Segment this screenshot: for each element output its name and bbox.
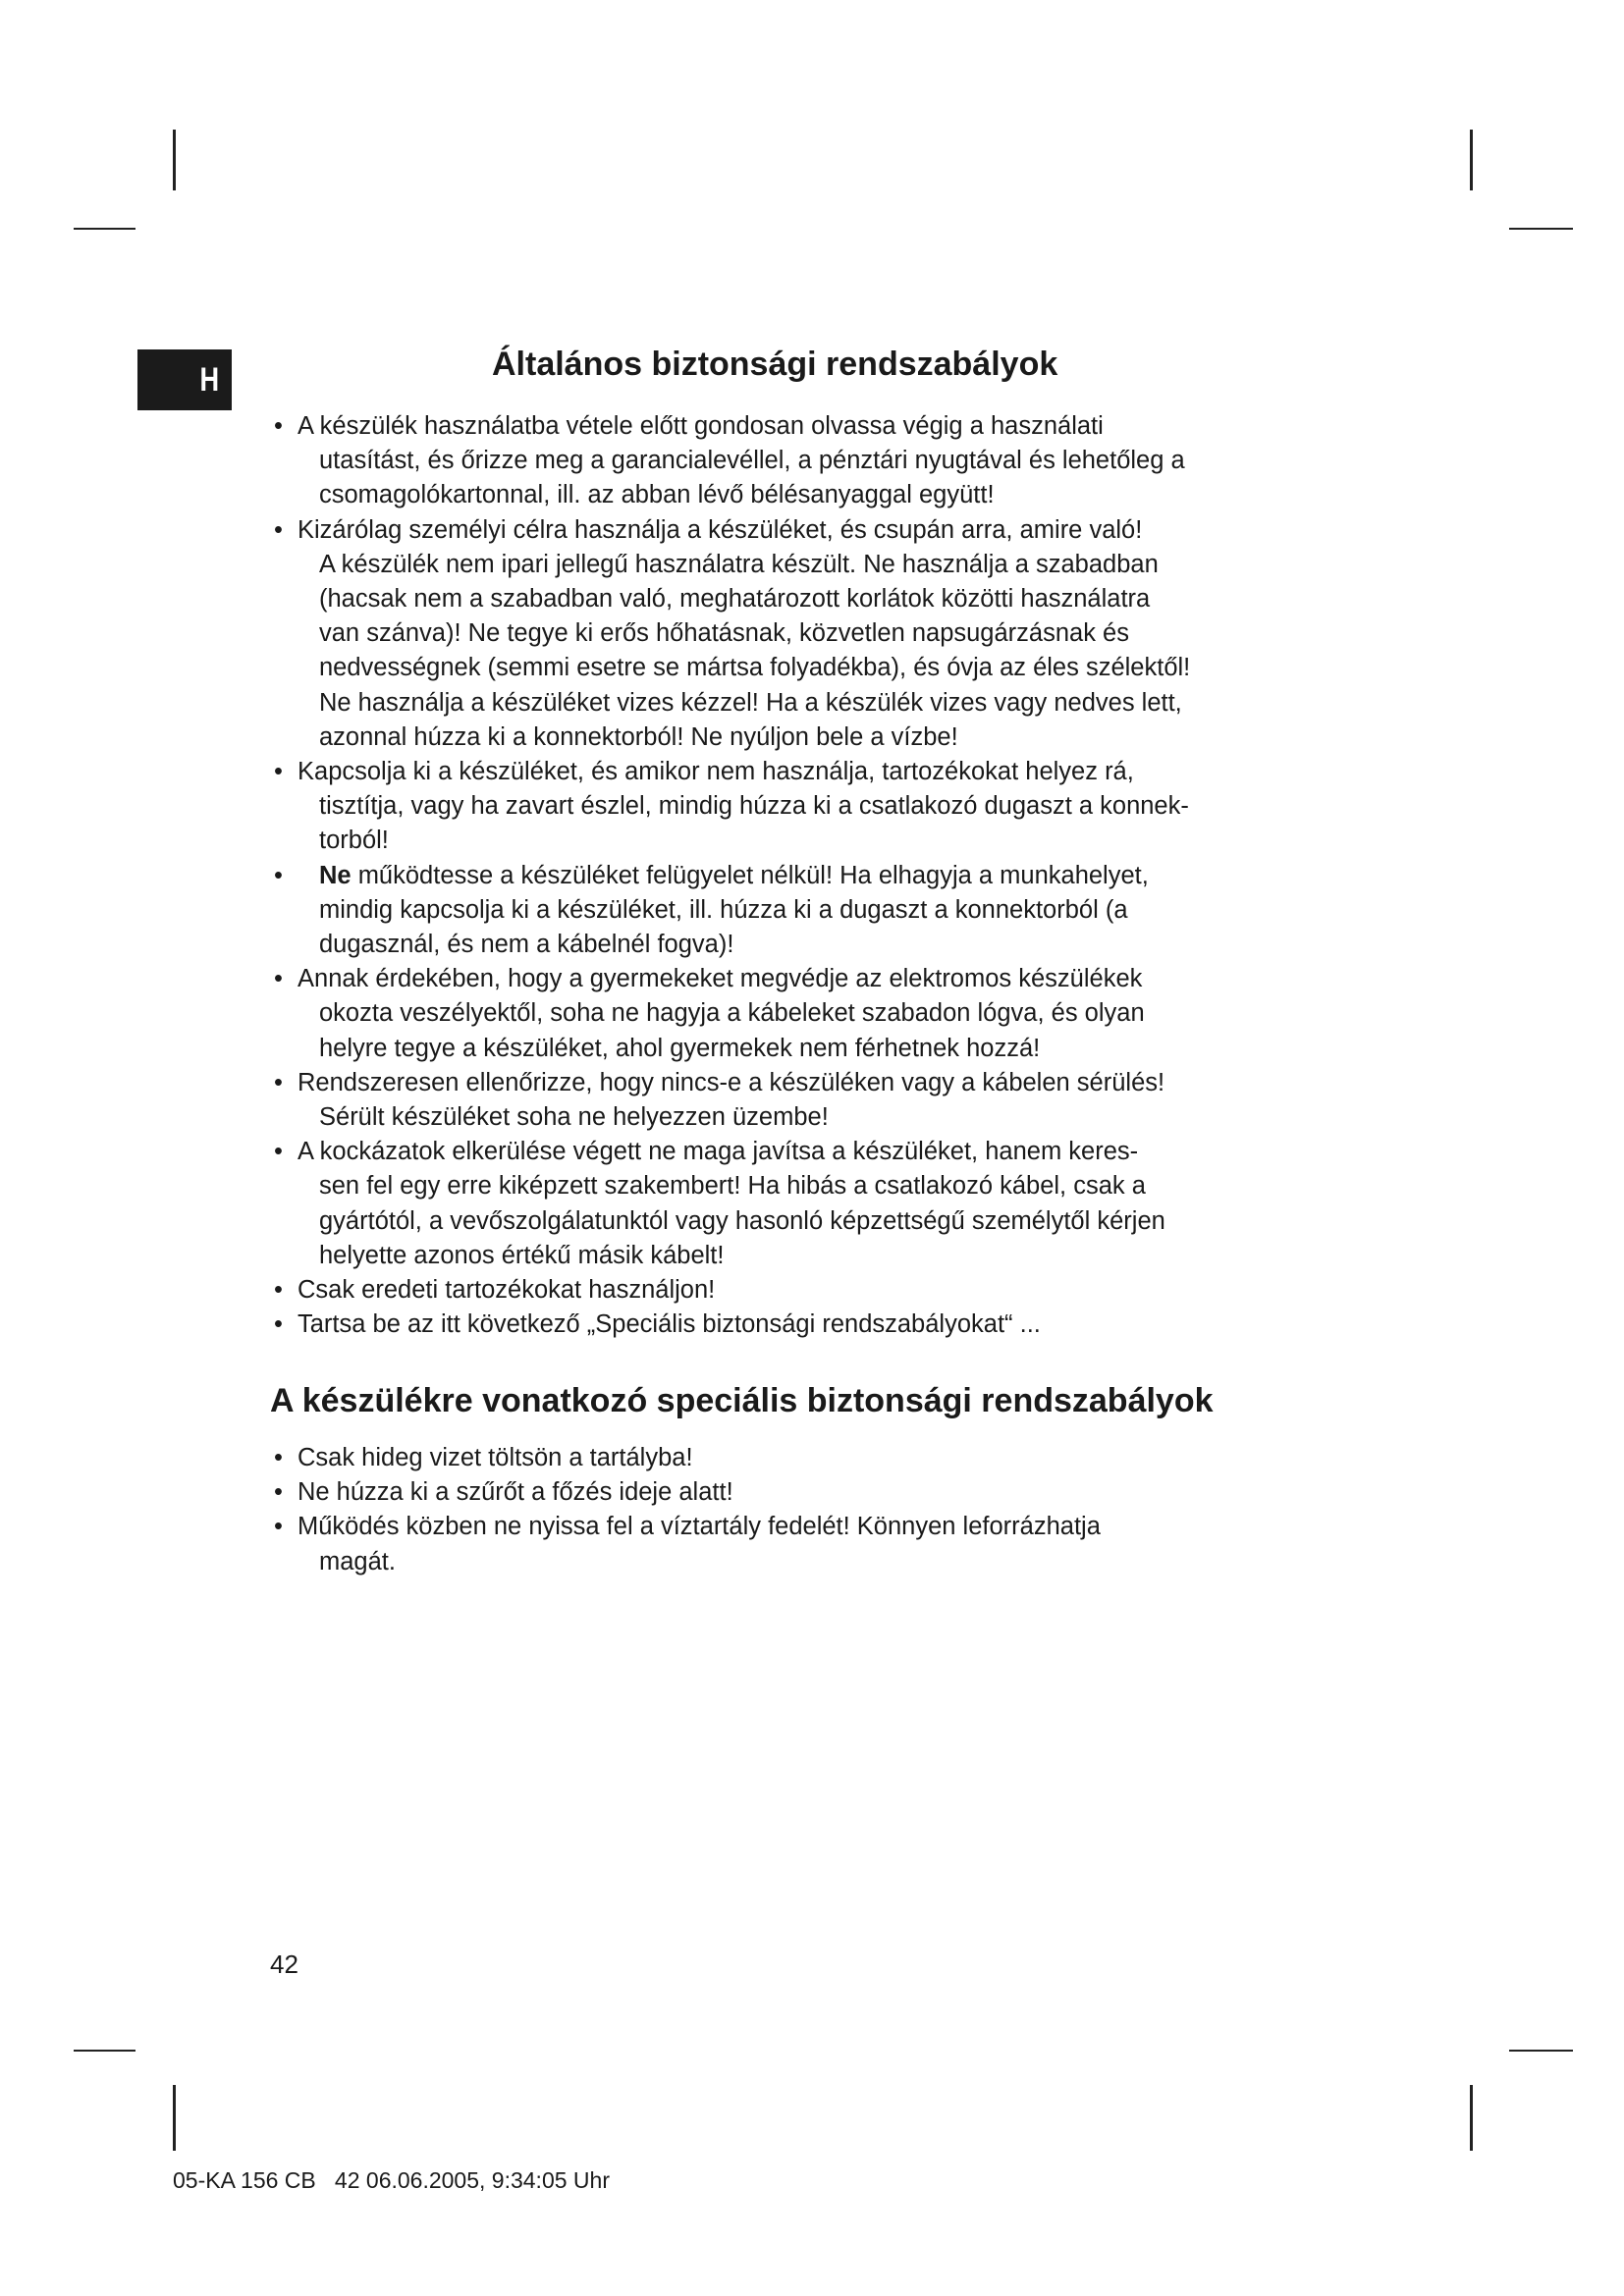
list-item bbox=[270, 1273, 1190, 1308]
list-item-line: • Ne működtesse a készüléket felügyelet nélkül! Ha elhagyja a munkahelyet, bbox=[270, 859, 1190, 893]
crop-mark bbox=[1509, 228, 1573, 230]
list-item-line: helyette azonos értékű másik kábelt! bbox=[319, 1241, 725, 1269]
general-safety-list bbox=[270, 409, 1190, 1342]
list-item bbox=[270, 755, 1190, 859]
bullet-icon: • bbox=[274, 758, 283, 786]
language-tab-label: H bbox=[199, 360, 220, 399]
list-item-line: magát. bbox=[319, 1547, 396, 1575]
crop-mark bbox=[74, 228, 135, 230]
bullet-icon: • bbox=[274, 1138, 283, 1166]
list-item-line: • Csak eredeti tartozékokat használjon! bbox=[270, 1273, 1190, 1308]
list-item-line: azonnal húzza ki a konnektorból! Ne nyúljon bele a vízbe! bbox=[319, 722, 958, 751]
list-item-line: • Kapcsolja ki a készüléket, és amikor nem használja, tartozékokat helyez rá, bbox=[270, 755, 1190, 789]
crop-mark bbox=[1470, 130, 1473, 190]
bullet-icon: • bbox=[274, 412, 283, 440]
bullet-icon: • bbox=[274, 1310, 283, 1339]
list-item bbox=[270, 1066, 1190, 1135]
list-item-line: • Kizárólag személyi célra használja a készüléket, és csupán arra, amire való! bbox=[270, 513, 1190, 548]
crop-mark bbox=[173, 130, 176, 190]
list-item bbox=[270, 859, 1190, 963]
bullet-icon: • bbox=[274, 1444, 283, 1471]
list-item-line: utasítást, és őrizze meg a garancialevéllel, a pénztári nyugtával és lehetőleg a bbox=[319, 447, 1185, 475]
list-item bbox=[270, 1441, 1101, 1475]
list-item-line: • Tartsa be az itt következő „Speciális biztonsági rendszabályokat“ ... bbox=[270, 1308, 1190, 1342]
list-item-line: torból! bbox=[319, 827, 389, 855]
crop-mark bbox=[173, 2085, 176, 2151]
bullet-icon: • bbox=[274, 1068, 283, 1096]
list-item bbox=[270, 513, 1190, 755]
emphasis: Ne bbox=[319, 861, 352, 889]
print-footer: 05-KA 156 CB 42 06.06.2005, 9:34:05 Uhr bbox=[173, 2167, 610, 2193]
list-item-line: • A készülék használatba vétele előtt gondosan olvassa végig a használati bbox=[270, 409, 1190, 444]
crop-mark bbox=[1470, 2085, 1473, 2151]
list-item-line: • Annak érdekében, hogy a gyermekeket megvédje az elektromos készülékek bbox=[270, 962, 1190, 996]
list-item-line: tisztítja, vagy ha zavart észlel, mindig húzza ki a csatlakozó dugaszt a konnek- bbox=[319, 792, 1189, 821]
list-item-line: mindig kapcsolja ki a készüléket, ill. húzza ki a dugaszt a konnektorból (a bbox=[319, 895, 1128, 924]
list-item-line: • A kockázatok elkerülése végett ne maga javítsa a készüléket, hanem keres- bbox=[270, 1135, 1190, 1169]
list-item bbox=[270, 1135, 1190, 1273]
list-item-line: helyre tegye a készüléket, ahol gyermekek nem férhetnek hozzá! bbox=[319, 1034, 1041, 1062]
special-safety-list bbox=[270, 1441, 1101, 1579]
language-tab bbox=[137, 349, 232, 410]
list-item-line: nedvességnek (semmi esetre se mártsa folyadékba), és óvja az éles szélektől! bbox=[319, 654, 1191, 682]
crop-mark bbox=[1509, 2050, 1573, 2052]
list-item-line: okozta veszélyektől, soha ne hagyja a kábeleket szabadon lógva, és olyan bbox=[319, 999, 1145, 1028]
list-item bbox=[270, 962, 1190, 1066]
crop-mark bbox=[74, 2050, 135, 2052]
list-item-line: A készülék nem ipari jellegű használatra készült. Ne használja a szabadban bbox=[319, 550, 1159, 578]
page-number: 42 bbox=[270, 1949, 298, 1979]
list-item bbox=[270, 409, 1190, 513]
bullet-icon: • bbox=[274, 861, 283, 889]
list-item-line: • Működés közben ne nyissa fel a víztartály fedelét! Könnyen leforrázhatja bbox=[270, 1510, 1101, 1544]
section-title-special: A készülékre vonatkozó speciális biztonsági rendszabályok bbox=[270, 1382, 1214, 1419]
list-item-line: Sérült készüléket soha ne helyezzen üzembe! bbox=[319, 1103, 829, 1132]
list-item-line: Ne használja a készüléket vizes kézzel! Ha a készülék vizes vagy nedves lett, bbox=[319, 688, 1182, 717]
list-item-line: (hacsak nem a szabadban való, meghatározott korlátok közötti használatra bbox=[319, 585, 1151, 614]
bullet-icon: • bbox=[274, 965, 283, 993]
list-item-line: • Ne húzza ki a szűrőt a főzés ideje alatt! bbox=[270, 1475, 1101, 1510]
bullet-icon: • bbox=[274, 1513, 283, 1541]
list-item bbox=[270, 1475, 1101, 1510]
list-item bbox=[270, 1308, 1190, 1342]
list-item-line: • Rendszeresen ellenőrizze, hogy nincs-e a készüléken vagy a kábelen sérülés! bbox=[270, 1066, 1190, 1100]
bullet-icon: • bbox=[274, 1276, 283, 1305]
list-item-line: • Csak hideg vizet töltsön a tartályba! bbox=[270, 1441, 1101, 1475]
list-item-line: csomagolókartonnal, ill. az abban lévő bélésanyaggal együtt! bbox=[319, 481, 995, 509]
list-item-line: gyártótól, a vevőszolgálatunktól vagy hasonló képzettségű személytől kérjen bbox=[319, 1206, 1165, 1235]
bullet-icon: • bbox=[274, 515, 283, 544]
list-item-line: dugasznál, és nem a kábelnél fogva)! bbox=[319, 931, 734, 959]
list-item bbox=[270, 1510, 1101, 1578]
list-item-line: sen fel egy erre kiképzett szakembert! Ha hibás a csatlakozó kábel, csak a bbox=[319, 1172, 1146, 1201]
list-item-line: van szánva)! Ne tegye ki erős hőhatásnak, közvetlen napsugárzásnak és bbox=[319, 619, 1129, 648]
section-title-general: Általános biztonsági rendszabályok bbox=[492, 346, 1058, 383]
bullet-icon: • bbox=[274, 1478, 283, 1507]
